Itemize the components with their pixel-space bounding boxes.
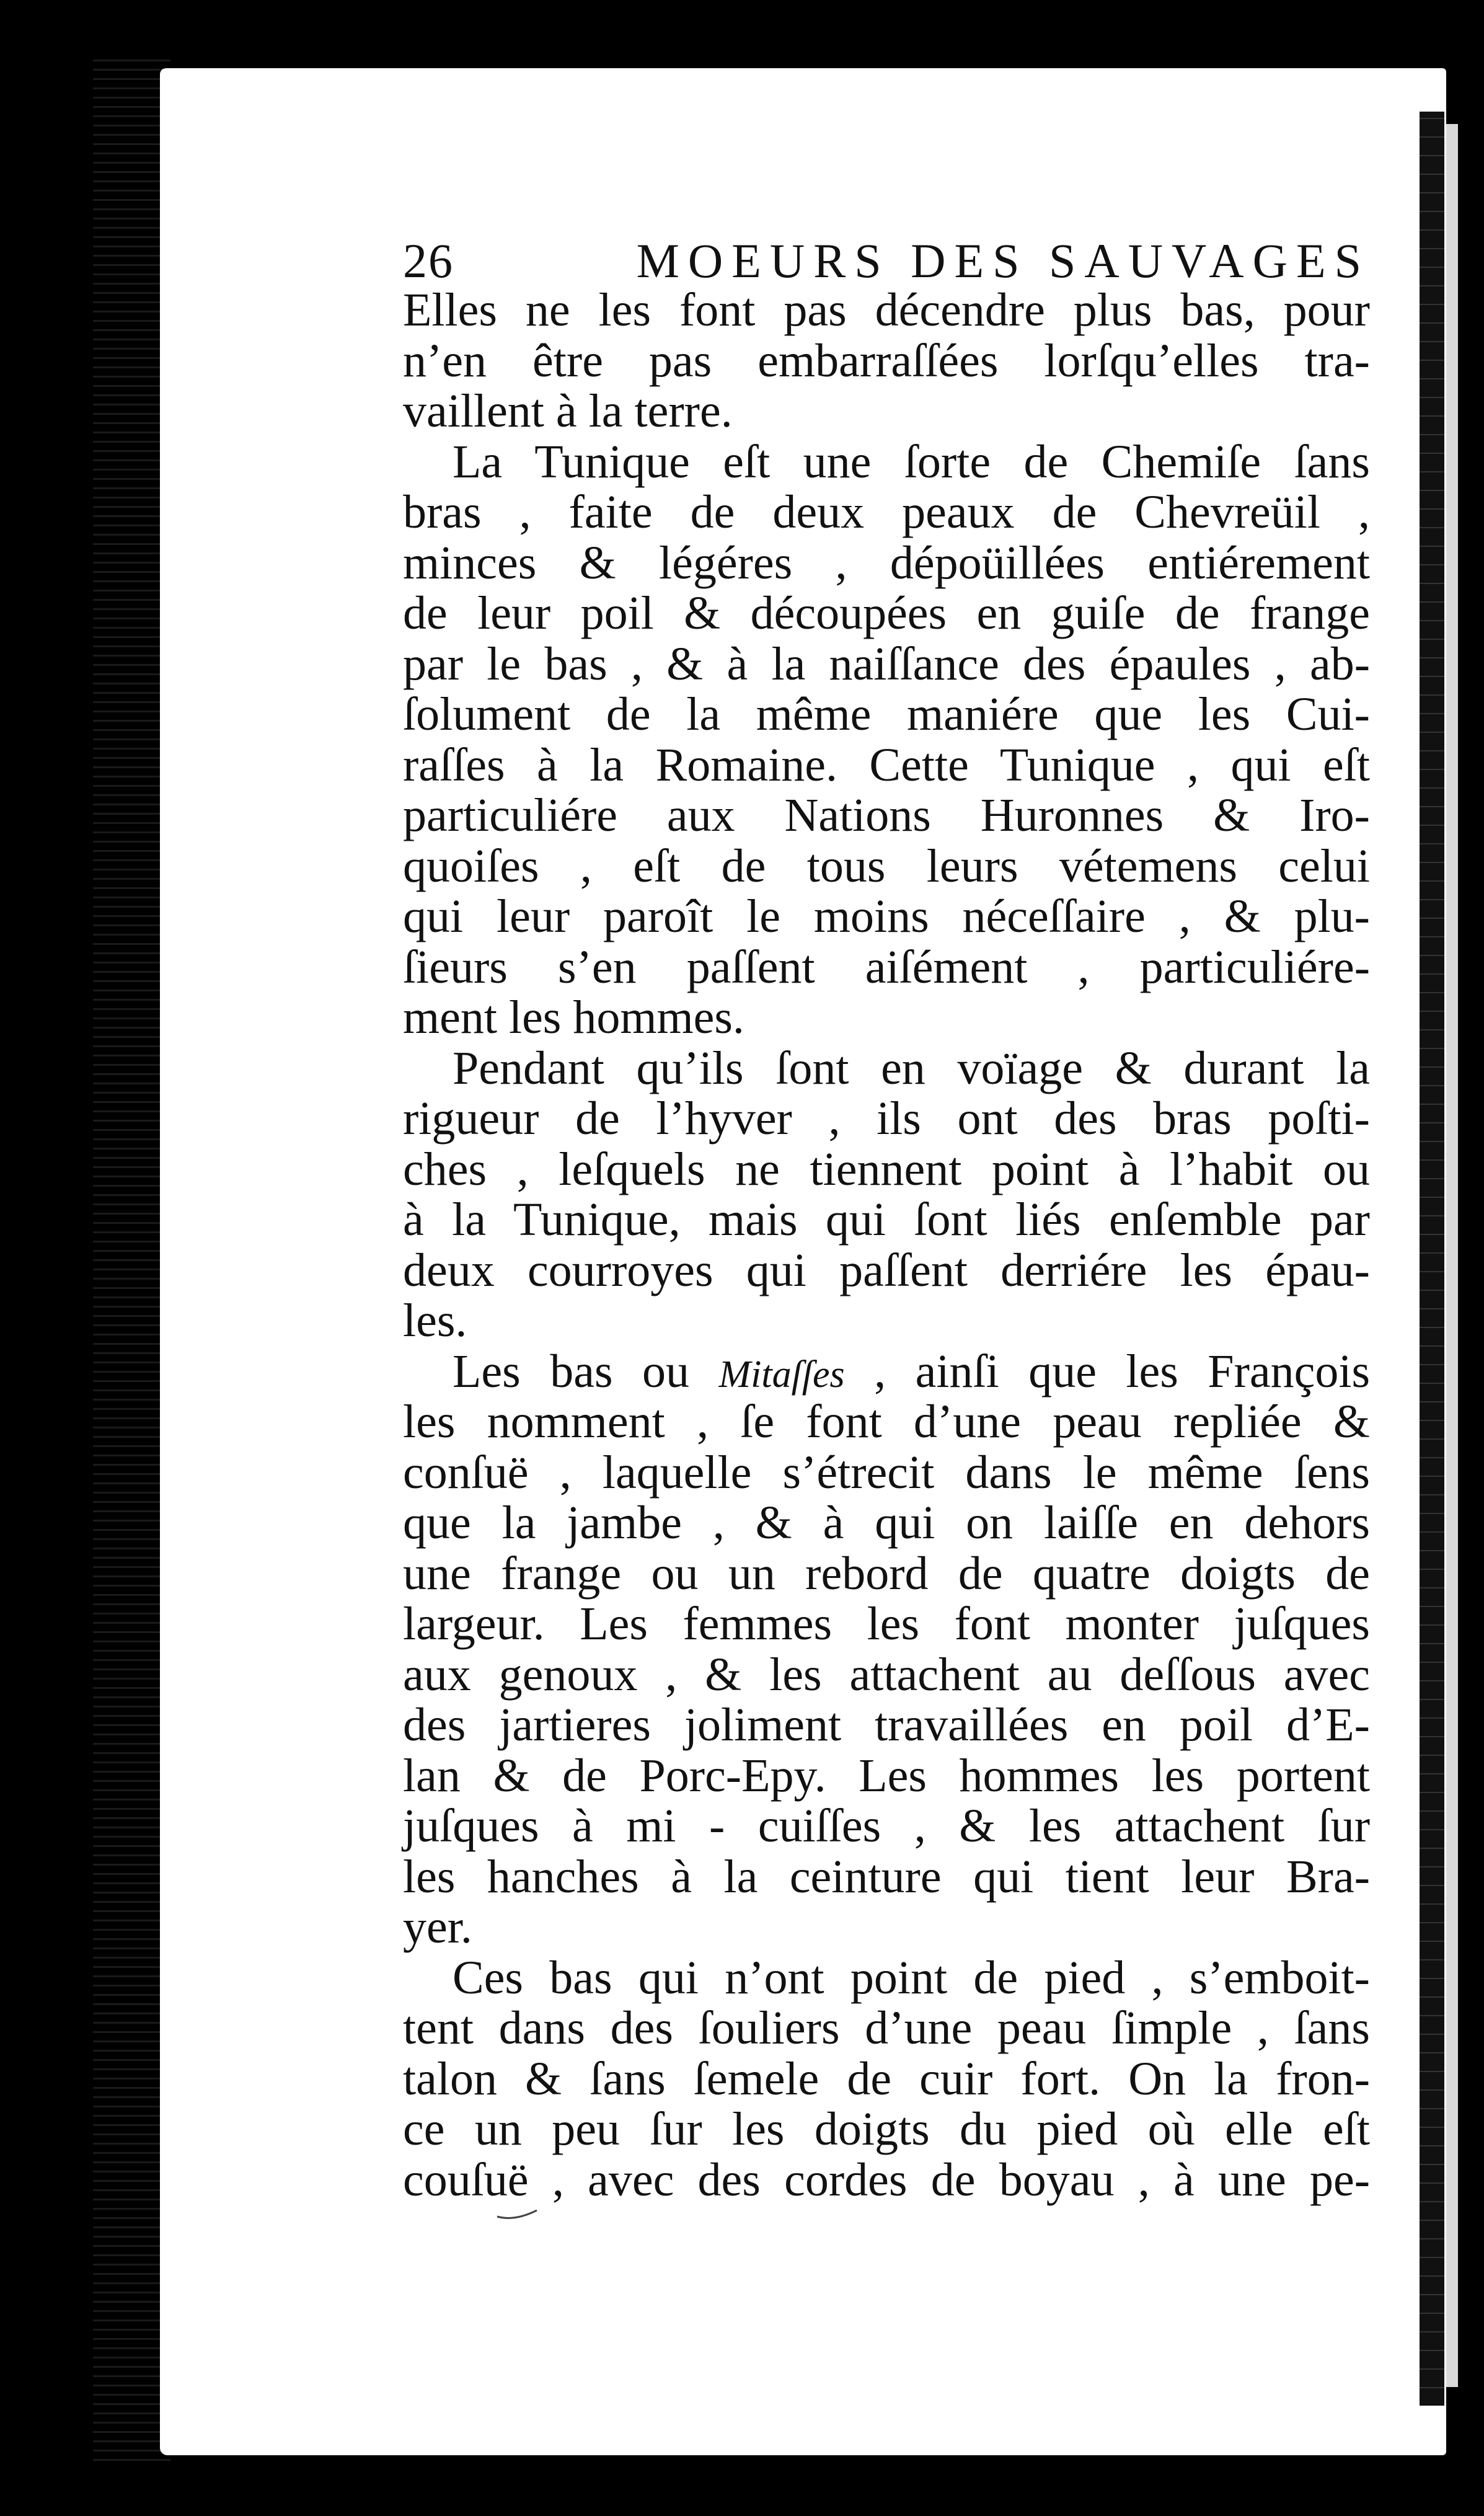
- text-line: ches , leſquels ne tiennent point à l’habit ou: [403, 1143, 1370, 1195]
- text-line-mixed: [403, 1347, 1370, 1398]
- binding-strip: [1446, 124, 1458, 2387]
- text-line: des jartieres joliment travaillées en poil d’E-: [403, 1699, 1370, 1751]
- page-edge-left: [93, 56, 170, 2468]
- text-line: minces & légéres , dépoüillées entiérement: [403, 536, 1370, 589]
- text-line: les hanches à la ceinture qui tient leur Bra-: [403, 1850, 1370, 1903]
- italic-term: Mitaſſes: [718, 1353, 845, 1396]
- text-fragment: , ainſi que les François: [874, 1345, 1371, 1398]
- text-line: conſuë , laquelle s’étrecit dans le même ſens: [403, 1446, 1370, 1499]
- text-line: Ces bas qui n’ont point de pied , s’emboit-: [453, 1951, 1370, 2004]
- ink-mark: [496, 2198, 539, 2223]
- text-line: raſſes à la Romaine. Cette Tunique , qui eſt: [403, 738, 1370, 791]
- text-line: couſuë , avec des cordes de boyau , à une pe-: [403, 2153, 1370, 2206]
- text-line: Pendant qu’ils ſont en voïage & durant la: [453, 1042, 1370, 1094]
- text-line: une frange ou un rebord de quatre doigts de: [403, 1547, 1370, 1600]
- text-line: ce un peu ſur les doigts du pied où elle eſt: [403, 2103, 1370, 2155]
- text-line: n’en être pas embarraſſées lorſqu’elles tra-: [403, 334, 1370, 387]
- text-line: lan & de Porc-Epy. Les hommes les portent: [403, 1749, 1370, 1802]
- text-line: largeur. Les femmes les font monter juſques: [403, 1598, 1370, 1650]
- text-line: quoiſes , eſt de tous leurs vétemens celui: [403, 839, 1370, 892]
- text-line: rigueur de l’hyver , ils ont des bras poſti-: [403, 1092, 1370, 1145]
- text-line: à la Tunique, mais qui ſont liés enſemble par: [403, 1194, 1370, 1246]
- text-line: La Tunique eſt une ſorte de Chemiſe ſans: [453, 435, 1370, 488]
- text-fragment: Les bas ou: [453, 1345, 689, 1398]
- running-header: [403, 234, 1370, 288]
- text-line: par le bas , & à la naiſſance des épaules , ab-: [403, 637, 1370, 690]
- text-line: que la jambe , & à qui on laiſſe en dehors: [403, 1497, 1370, 1549]
- text-line: deux courroyes qui paſſent derriére les épau-: [403, 1244, 1370, 1296]
- page-number: 26: [403, 234, 454, 288]
- text-line: les nomment , ſe font d’une peau repliée &: [403, 1396, 1370, 1448]
- text-line: tent dans des ſouliers d’une peau ſimple , ſans: [403, 2002, 1370, 2054]
- text-line: particuliére aux Nations Huronnes & Iro-: [403, 789, 1370, 841]
- text-line: vaillent à la terre.: [403, 385, 733, 437]
- text-line: ſolument de la même maniére que les Cui-: [403, 688, 1370, 740]
- text-line: juſques à mi - cuiſſes , & les attachent ſur: [403, 1800, 1370, 1852]
- text-line: aux genoux , & les attachent au deſſous avec: [403, 1648, 1370, 1701]
- text-line: ſieurs s’en paſſent aiſément , particuliére-: [403, 941, 1370, 993]
- text-line: yer.: [403, 1901, 472, 1953]
- text-line: ment les hommes.: [403, 991, 744, 1043]
- text-line: talon & ſans ſemele de cuir fort. On la fron-: [403, 2052, 1370, 2105]
- text-line: Elles ne les font pas décendre plus bas, pour: [403, 284, 1370, 336]
- page-edge-right: [1420, 112, 1444, 2406]
- running-title: MOEURS DES SAUVAGES: [636, 234, 1370, 288]
- text-line: de leur poil & découpées en guiſe de frange: [403, 587, 1370, 639]
- page-text: [403, 236, 1370, 2205]
- text-line: bras , faite de deux peaux de Chevreüil ,: [403, 486, 1370, 538]
- text-line: qui leur paroît le moins néceſſaire , & plu-: [403, 890, 1370, 942]
- text-line: les.: [403, 1295, 467, 1347]
